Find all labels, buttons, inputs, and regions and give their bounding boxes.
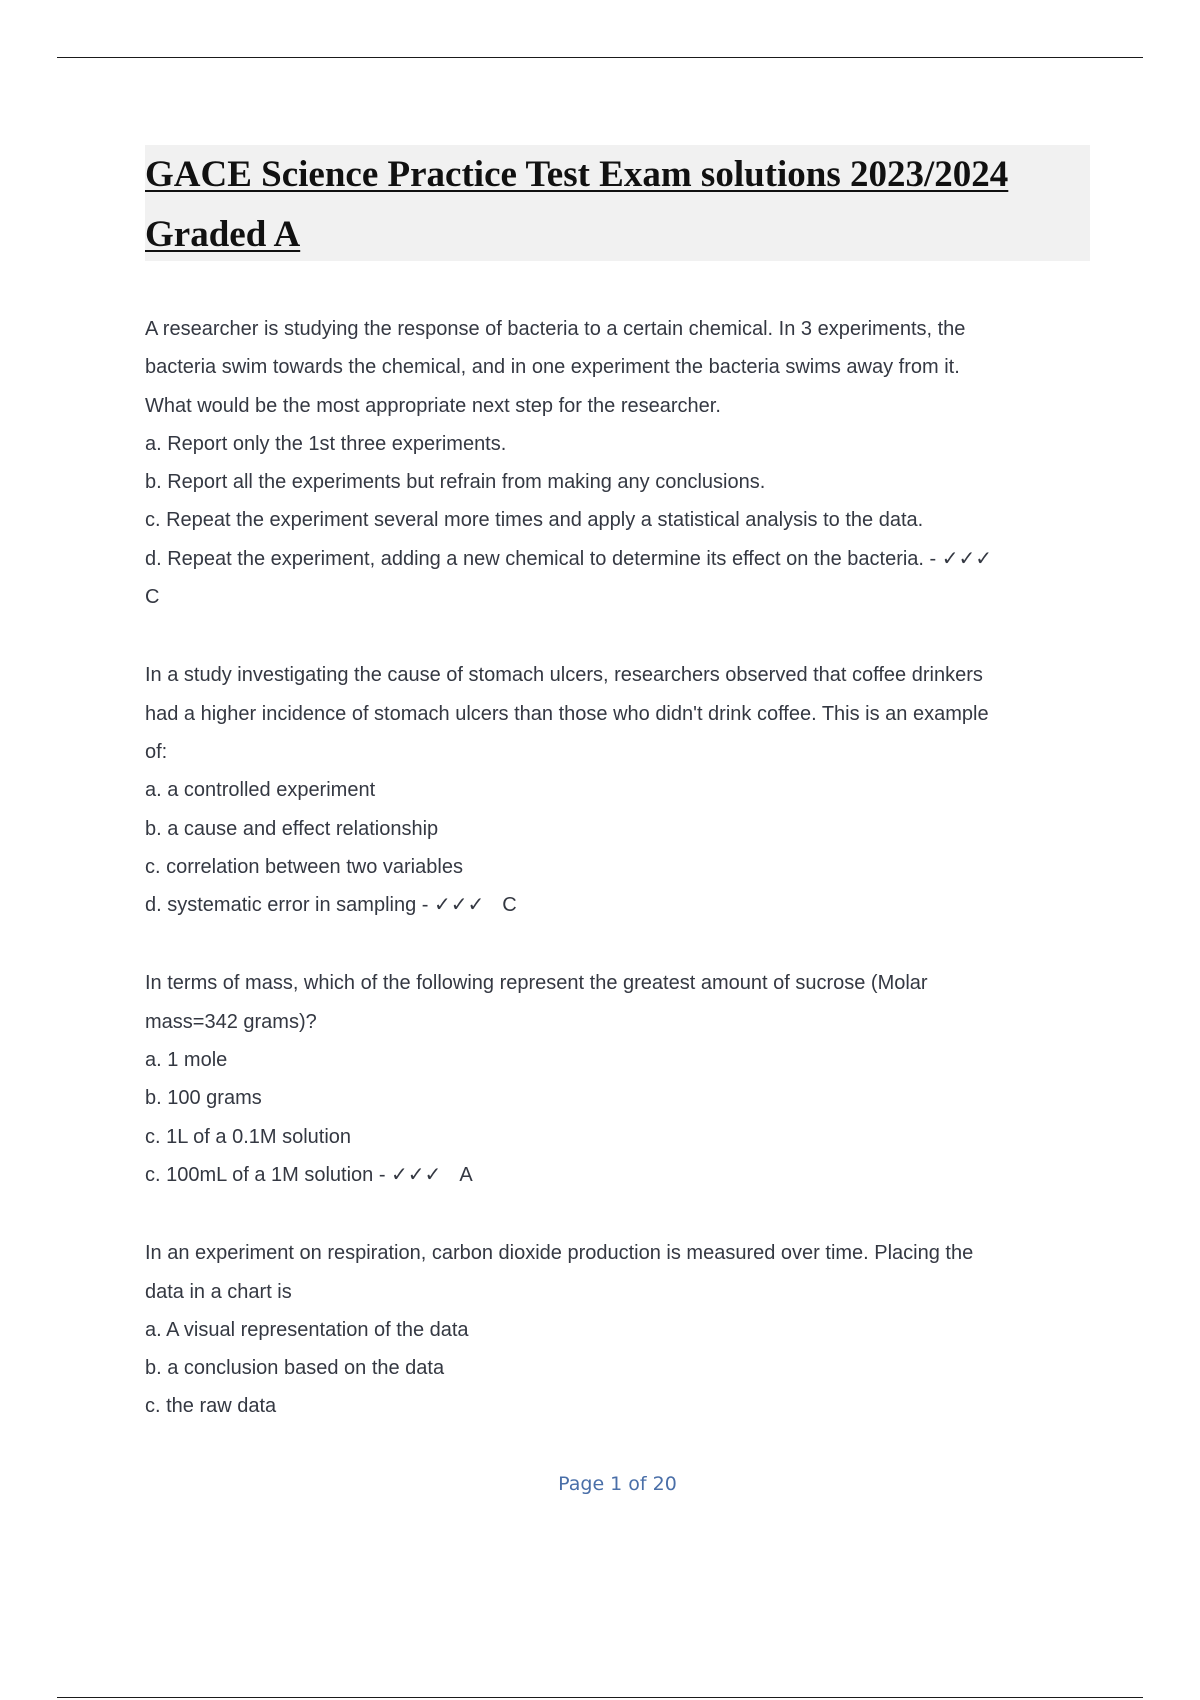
question-3 [145, 964, 1090, 1194]
answer-option: c. 100mL of a 1M solution - ✓✓✓ [145, 1163, 442, 1186]
answer-option: c. correlation between two variables [145, 855, 463, 878]
question-stem-line: of: [145, 740, 168, 763]
question-stem-line: In a study investigating the cause of stomach ulcers, researchers observed that coffee drinkers [145, 664, 983, 687]
answer-option: a. Report only the 1st three experiments. [145, 432, 507, 455]
question-stem-line: had a higher incidence of stomach ulcers than those who didn't drink coffee. This is an example [145, 702, 989, 725]
answer-option-with-answer [145, 1156, 1090, 1194]
answer-option: b. a conclusion based on the data [145, 1357, 445, 1380]
question-stem-line: What would be the most appropriate next step for the researcher. [145, 394, 721, 417]
title-line-1: GACE Science Practice Test Exam solutions 2023/2024 [145, 154, 1009, 195]
question-4 [145, 1234, 1090, 1425]
question-stem-line: In terms of mass, which of the following represent the greatest amount of sucrose (Molar [145, 972, 928, 995]
question-stem-line: mass=342 grams)? [145, 1010, 317, 1033]
answer-option: d. Repeat the experiment, adding a new chemical to determine its effect on the bacteria. - ✓✓✓ [145, 547, 993, 570]
correct-answer: C [145, 586, 160, 609]
title-line-2: Graded A [145, 214, 301, 255]
document-body [145, 145, 1090, 1426]
answer-option: b. a cause and effect relationship [145, 817, 439, 840]
answer-option: c. Repeat the experiment several more times and apply a statistical analysis to the data. [145, 509, 924, 532]
question-stem-line: data in a chart is [145, 1280, 292, 1303]
document-title [145, 145, 1090, 261]
page-number: Page 1 of 20 [558, 1473, 677, 1495]
answer-option: b. 100 grams [145, 1087, 262, 1110]
answer-option: c. 1L of a 0.1M solution [145, 1125, 352, 1148]
answer-option: a. A visual representation of the data [145, 1318, 469, 1341]
answer-option-with-answer [145, 886, 1090, 924]
header-rule [57, 57, 1143, 58]
question-2 [145, 656, 1090, 924]
footer-rule [57, 1697, 1143, 1698]
answer-option: a. 1 mole [145, 1049, 228, 1072]
question-stem-line: A researcher is studying the response of bacteria to a certain chemical. In 3 experiments, the [145, 318, 966, 340]
answer-option: a. a controlled experiment [145, 779, 376, 802]
question-stem-line: bacteria swim towards the chemical, and in one experiment the bacteria swims away from it. [145, 356, 960, 379]
answer-option: c. the raw data [145, 1395, 277, 1418]
question-1 [145, 310, 1090, 616]
correct-answer: C [502, 894, 517, 917]
answer-option: d. systematic error in sampling - ✓✓✓ [145, 894, 485, 917]
answer-option: b. Report all the experiments but refrain from making any conclusions. [145, 471, 766, 494]
question-stem-line: In an experiment on respiration, carbon dioxide production is measured over time. Placing the [145, 1242, 974, 1265]
correct-answer: A [459, 1163, 473, 1186]
